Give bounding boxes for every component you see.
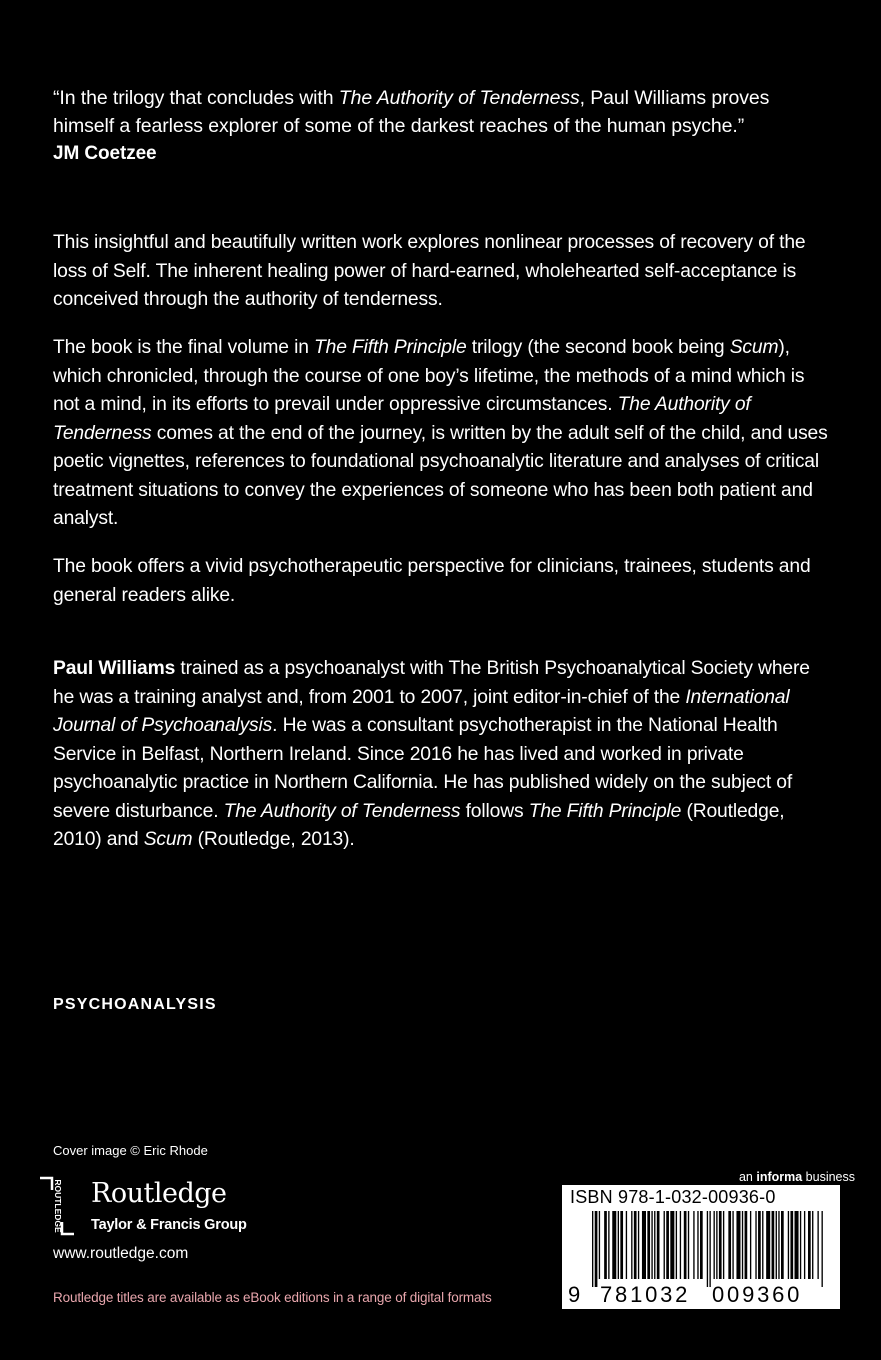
quote-author: JM Coetzee — [53, 143, 157, 164]
barcode-bar — [642, 1211, 646, 1279]
barcode-bar — [604, 1211, 607, 1279]
barcode-bar — [684, 1211, 687, 1279]
barcode-bar — [772, 1211, 775, 1279]
barcode-bar — [697, 1211, 698, 1279]
barcode-bar — [728, 1211, 731, 1279]
barcode-bar — [592, 1211, 593, 1287]
quote-book-title: The Authority of Tenderness — [338, 87, 580, 109]
barcode-bar — [707, 1211, 708, 1287]
barcode-bar — [788, 1211, 789, 1279]
barcode-bar — [758, 1211, 761, 1279]
barcode-bar — [608, 1211, 609, 1279]
barcode-bar — [654, 1211, 655, 1279]
barcode-bar — [778, 1211, 779, 1279]
barcode-bar — [657, 1211, 660, 1279]
barcode-bar — [750, 1211, 751, 1279]
ebook-note: Routledge titles are available as eBook editions in a range of digital formats — [53, 1290, 492, 1305]
barcode-bar — [755, 1211, 756, 1279]
endorsement-quote: “In the trilogy that concludes with The Authority of Tenderness, Paul Williams proves himself a fearless explorer of some of the darkest reaches of the human psyche.” JM Coetzee — [53, 84, 833, 168]
barcode-bar — [732, 1211, 733, 1279]
publisher-name: Routledge — [91, 1178, 227, 1209]
barcode-bar — [822, 1211, 823, 1287]
barcode-bar — [719, 1211, 722, 1279]
subject-category: PSYCHOANALYSIS — [53, 996, 217, 1013]
barcode-bar — [804, 1211, 805, 1279]
barcode-bars — [592, 1211, 824, 1287]
barcode-bar — [631, 1211, 632, 1279]
barcode-bar — [612, 1211, 616, 1279]
barcode-bar — [766, 1211, 770, 1279]
barcode-bar — [716, 1211, 717, 1279]
barcode-bar — [745, 1211, 748, 1279]
barcode-bar — [638, 1211, 639, 1279]
barcode-bar — [795, 1211, 799, 1279]
author-bio: Paul Williams trained as a psychoanalyst with The British Psychoanalytical Society where he was a training analyst and, from 2001 to 2007, joint editor-in-chief of the International Journal of Psychoanalysis. He was a consultant psychotherapist in the National Health Service in Belfast, Northern Ireland. Since 2016 he has lived and worked in private psychoanalytic practice in Northern California. He has published widely on the subject of severe disturbance. The Authority of Tenderness follows The Fifth Principle (Routledge, 2010) and Scum (Routledge, 2013). — [53, 658, 810, 850]
cover-image-credit: Cover image © Eric Rhode — [53, 1143, 208, 1158]
barcode-bar — [762, 1211, 763, 1279]
barcode-bar — [620, 1211, 623, 1279]
logo-mark-text: ROUTLEDGE — [52, 1179, 63, 1233]
isbn-barcode — [562, 1185, 840, 1309]
barcode-bar — [651, 1211, 652, 1279]
barcode-bar — [723, 1211, 724, 1279]
barcode-bar — [714, 1211, 715, 1279]
barcode-bar — [664, 1211, 665, 1279]
barcode-bar — [666, 1211, 669, 1279]
barcode-bar — [742, 1211, 743, 1279]
isbn-label: ISBN 978-1-032-00936-0 — [570, 1187, 776, 1207]
barcode-bar — [688, 1211, 689, 1279]
routledge-logo-icon — [38, 1176, 76, 1236]
publisher-logo — [38, 1176, 278, 1238]
informa-tagline: an informa business — [738, 1170, 855, 1184]
barcode-bar — [618, 1211, 619, 1279]
barcode-bar — [647, 1211, 650, 1279]
description-paragraph-2: The book is the final volume in The Fifth Principle trilogy (the second book being Scum), which chronicled, through the course of one boy’s lifetime, the methods of a mind which is not a mind, in its efforts to prevail under oppressive circumstances. The Authority of Tenderness comes at the end of the journey, is written by the adult self of the child, and uses poetic vignettes, references to foundational psychoanalytic literature and analyses of critical treatment situations to convey the experiences of someone who has been both patient and analyst. — [53, 337, 828, 529]
barcode-bar — [781, 1211, 784, 1279]
barcode-digits-right: 009360 — [712, 1282, 803, 1307]
barcode-bar — [812, 1211, 813, 1279]
barcode-bar — [808, 1211, 811, 1279]
description-paragraph-3: The book offers a vivid psychotherapeutic perspective for clinicians, trainees, students and general readers alike. — [53, 556, 811, 606]
publisher-group: Taylor & Francis Group — [91, 1217, 247, 1233]
barcode-bar — [800, 1211, 801, 1279]
description-paragraph-1: This insightful and beautifully written work explores nonlinear processes of recovery of the loss of Self. The inherent healing power of hard-earned, wholehearted self-acceptance is conceived through the authority of tenderness. — [53, 232, 806, 310]
barcode-bar — [736, 1211, 740, 1279]
barcode-bar — [599, 1211, 600, 1279]
barcode-bar — [595, 1211, 598, 1287]
barcode-bar — [776, 1211, 777, 1279]
barcode-bar — [670, 1211, 674, 1279]
barcode-bar — [626, 1211, 627, 1279]
barcode-digits-left: 781032 — [600, 1282, 691, 1307]
barcode-bar — [700, 1211, 703, 1279]
barcode-digit-lead: 9 — [568, 1282, 581, 1307]
barcode-bar — [790, 1211, 793, 1279]
author-name: Paul Williams — [53, 658, 176, 679]
barcode-bar — [676, 1211, 677, 1279]
publisher-website[interactable]: www.routledge.com — [53, 1245, 189, 1262]
barcode-bar — [634, 1211, 637, 1279]
barcode-bar — [709, 1211, 710, 1287]
barcode-bar — [817, 1211, 818, 1279]
barcode-bar — [693, 1211, 694, 1279]
barcode-bar — [680, 1211, 681, 1279]
